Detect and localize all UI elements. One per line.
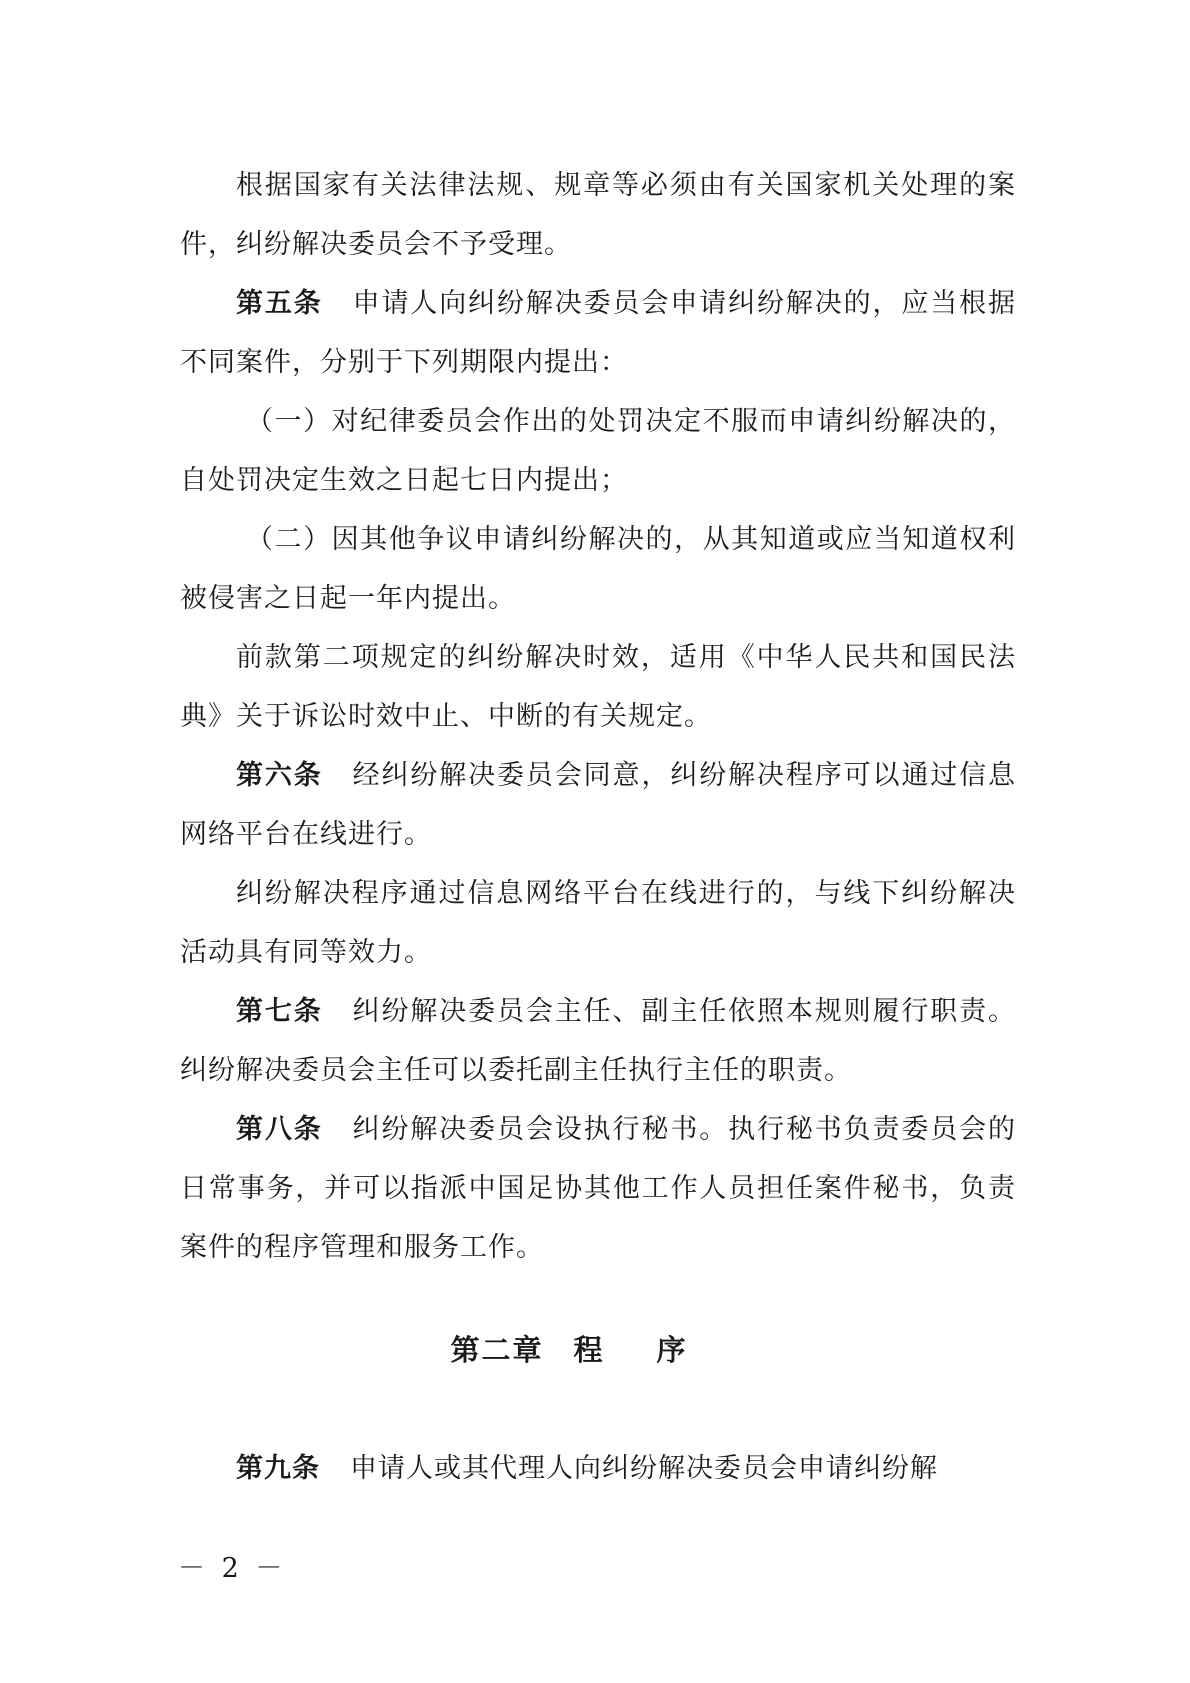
paragraph-text: 申请人或其代理人向纠纷解决委员会申请纠纷解 bbox=[350, 1453, 938, 1484]
body-text bbox=[180, 156, 1016, 1277]
paragraph-text: 申请人向纠纷解决委员会申请纠纷解决的，应当根据不同案件，分别于下列期限内提出： bbox=[180, 288, 1016, 378]
paragraph bbox=[180, 392, 1016, 510]
article-number: 第五条 bbox=[236, 288, 323, 319]
paragraph bbox=[180, 510, 1016, 628]
article-number: 第九条 bbox=[236, 1453, 320, 1484]
page-number: － 2 － bbox=[178, 1553, 287, 1584]
paragraph bbox=[180, 864, 1016, 982]
paragraph-text: 前款第二项规定的纠纷解决时效，适用《中华人民共和国民法典》关于诉讼时效中止、中断的有关规定。 bbox=[180, 642, 1016, 732]
paragraph bbox=[180, 628, 1016, 746]
paragraph-text: 纠纷解决程序通过信息网络平台在线进行的，与线下纠纷解决活动具有同等效力。 bbox=[180, 878, 1016, 968]
article-paragraph bbox=[180, 982, 1016, 1100]
article-paragraph bbox=[180, 1100, 1016, 1277]
paragraph-text: 经纠纷解决委员会同意，纠纷解决程序可以通过信息网络平台在线进行。 bbox=[180, 760, 1016, 850]
article-number: 第六条 bbox=[236, 760, 323, 791]
chapter-heading bbox=[0, 1328, 1190, 1369]
paragraph-text: 纠纷解决委员会设执行秘书。执行秘书负责委员会的日常事务，并可以指派中国足协其他工作人员担任案件秘书，负责案件的程序管理和服务工作。 bbox=[180, 1114, 1016, 1263]
article-paragraph bbox=[180, 1439, 1016, 1498]
article-paragraph bbox=[180, 746, 1016, 864]
chapter-number: 第二章 bbox=[450, 1333, 544, 1367]
chapter-title: 程序 bbox=[573, 1333, 740, 1367]
paragraph bbox=[180, 156, 1016, 274]
paragraph-text: 纠纷解决委员会主任、副主任依照本规则履行职责。纠纷解决委员会主任可以委托副主任执行主任的职责。 bbox=[180, 996, 1016, 1086]
paragraph-text: 根据国家有关法律法规、规章等必须由有关国家机关处理的案件，纠纷解决委员会不予受理。 bbox=[180, 170, 1016, 260]
paragraph-text: （二）因其他争议申请纠纷解决的，从其知道或应当知道权利被侵害之日起一年内提出。 bbox=[180, 524, 1016, 614]
body-text-continued bbox=[180, 1439, 1016, 1498]
article-number: 第八条 bbox=[236, 1114, 323, 1145]
article-paragraph bbox=[180, 274, 1016, 392]
article-number: 第七条 bbox=[236, 996, 323, 1027]
paragraph-text: （一）对纪律委员会作出的处罚决定不服而申请纠纷解决的，自处罚决定生效之日起七日内提出； bbox=[180, 406, 1016, 496]
